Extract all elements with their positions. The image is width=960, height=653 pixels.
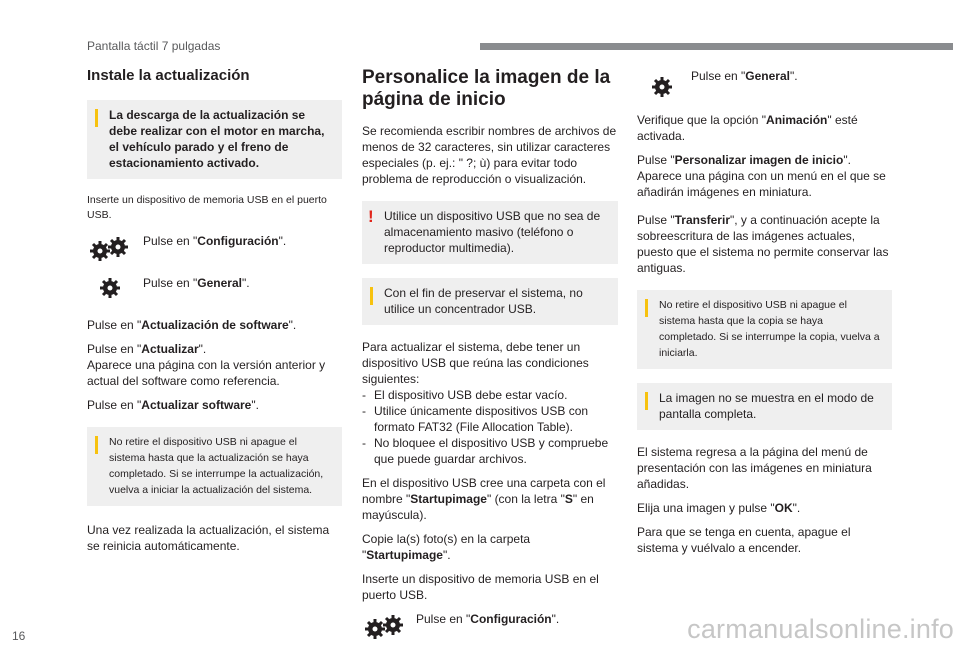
header-rule <box>480 43 953 50</box>
info-icon <box>370 287 373 305</box>
step-update: Pulse en "Actualizar". <box>87 342 207 356</box>
step-update-software: Pulse en "Actualizar software". <box>87 398 259 412</box>
info-text: No retire el dispositivo USB ni apague el sistema hasta que la copia se haya completado. Si se interrumpe la copia, vuelva a iniciarla. <box>659 299 880 359</box>
page-number: 16 <box>12 629 26 643</box>
settings-gears-icon <box>87 233 131 265</box>
requirements-list <box>362 387 618 467</box>
column-customize-continued <box>637 60 892 564</box>
warning-box-usb-type <box>362 201 618 264</box>
choose-image: Elija una imagen y pulse "OK". <box>637 501 801 515</box>
system-returns: El sistema regresa a la página del menú de presentación con las imágenes en miniatura añadidas. <box>637 445 872 491</box>
insert-usb-instruction: Inserte un dispositivo de memoria USB en el puerto USB. <box>362 572 599 602</box>
requirements-intro: Para actualizar el sistema, debe tener un dispositivo USB que reúna las condiciones siguientes: <box>362 340 589 386</box>
info-text: La imagen no se muestra en el modo de pantalla completa. <box>659 391 874 421</box>
step-configuration <box>362 611 618 645</box>
info-text: No retire el dispositivo USB ni apague el sistema hasta que la actualización se haya completado. Si se interrumpe la actualización, vuelva a iniciar la actualización del sistema. <box>109 436 324 496</box>
personalize-description: Aparece una página con un menú en el que se añadirán imágenes en miniatura. <box>637 169 886 199</box>
step-update-description: Aparece una página con la versión anterior y actual del software como referencia. <box>87 358 326 388</box>
list-item: - No bloquee el dispositivo USB y compruebe que puede guardar archivos. <box>362 435 618 467</box>
column-install-update <box>87 60 342 562</box>
info-box-do-not-remove <box>87 427 342 506</box>
gear-icon <box>649 74 675 100</box>
gear-icon <box>97 275 123 301</box>
settings-gears-icon <box>362 611 406 643</box>
list-item: - El dispositivo USB debe estar vacío. <box>362 387 618 403</box>
warning-text: Utilice un dispositivo USB que no sea de almacenamiento masivo (teléfono o reproductor multimedia). <box>384 209 601 255</box>
watermark: carmanualsonline.info <box>687 614 954 644</box>
step-text: Pulse en "General". <box>143 276 250 290</box>
info-box-fullscreen <box>637 383 892 430</box>
step-text: Pulse en "Configuración". <box>143 234 287 248</box>
info-box-copy-in-progress <box>637 290 892 369</box>
step-general <box>87 275 342 309</box>
verify-animation: Verifique que la opción "Animación" esté activada. <box>637 113 858 143</box>
final-note: Una vez realizada la actualización, el sistema se reinicia automáticamente. <box>87 523 330 553</box>
info-box-usb-hub <box>362 278 618 325</box>
step-personalize: Pulse "Personalizar imagen de inicio". <box>637 153 851 167</box>
info-text: Con el fin de preservar el sistema, no utilice un concentrador USB. <box>384 286 583 316</box>
info-icon <box>645 392 648 410</box>
restart-note: Para que se tenga en cuenta, apague el sistema y vuélvalo a encender. <box>637 525 851 555</box>
step-general <box>637 68 892 104</box>
step-text: Pulse en "General". <box>691 69 798 83</box>
create-folder-instruction: En el dispositivo USB cree una carpeta con el nombre "Startupimage" (con la letra "S" en mayúscula). <box>362 476 606 522</box>
info-text: La descarga de la actualización se debe realizar con el motor en marcha, el vehículo parado y el freno de estacionamiento activado. <box>109 108 325 170</box>
list-item: - Utilice únicamente dispositivos USB con formato FAT32 (File Allocation Table). <box>362 403 618 435</box>
info-icon <box>95 109 98 127</box>
step-text: Pulse en "Configuración". <box>416 612 560 626</box>
step-transfer: Pulse "Transferir", y a continuación acepte la sobreescritura de las imágenes actuales, puesto que el sistema no permite conservar las antiguas. <box>637 213 889 275</box>
column-customize-home <box>362 60 618 653</box>
step-configuration <box>87 233 342 267</box>
step-software-update: Pulse en "Actualización de software". <box>87 318 297 332</box>
info-box-engine-running <box>87 100 342 179</box>
heading-customize-home: Personalice la imagen de la página de inicio <box>362 67 611 110</box>
copy-photos-instruction: Copie la(s) foto(s) en la carpeta "Startupimage". <box>362 532 531 562</box>
warning-icon: ! <box>368 207 374 226</box>
heading-install-update: Instale la actualización <box>87 67 250 84</box>
info-icon <box>645 299 648 317</box>
filename-recommendation: Se recomienda escribir nombres de archivos de menos de 32 caracteres, sin utilizar caracteres especiales (p. ej.: " ?; ù) para evitar todo problema de reproducción o visualización. <box>362 124 617 186</box>
usb-insert-note: Inserte un dispositivo de memoria USB en el puerto USB. <box>87 194 327 221</box>
info-icon <box>95 436 98 454</box>
running-header: Pantalla táctil 7 pulgadas <box>87 39 221 53</box>
